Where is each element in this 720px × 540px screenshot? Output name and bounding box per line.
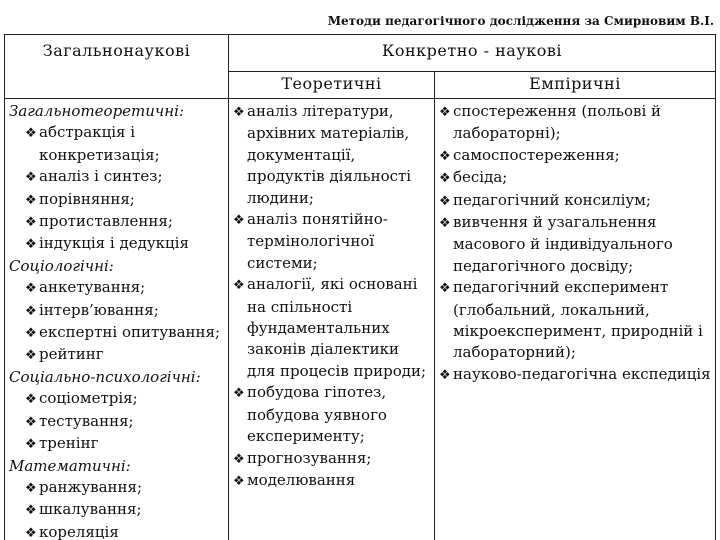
list-item (25, 477, 224, 499)
diamond-bullet-icon: ❖ (25, 348, 37, 364)
list-item-text: науково-педагогічна експедиція (453, 364, 711, 383)
list-item-text: анкетування; (39, 278, 146, 297)
list-item-text: тестування; (39, 411, 134, 430)
diamond-bullet-icon: ❖ (25, 326, 37, 342)
general-groups (9, 101, 224, 540)
method-group (9, 456, 224, 540)
diamond-bullet-icon: ❖ (439, 281, 451, 297)
diamond-bullet-icon: ❖ (233, 105, 245, 120)
list-item (233, 470, 430, 492)
list-item-text: ранжування; (39, 477, 143, 496)
empirical-list (439, 101, 711, 386)
theoretical-list (233, 101, 430, 492)
diamond-bullet-icon: ❖ (233, 278, 245, 294)
list-item (233, 448, 430, 470)
list-item (25, 322, 224, 344)
list-item-text: індукція і дедукція (39, 234, 189, 253)
theoretical-methods-cell (229, 99, 435, 540)
diamond-bullet-icon: ❖ (439, 148, 451, 164)
diamond-bullet-icon: ❖ (25, 525, 37, 540)
diamond-bullet-icon: ❖ (25, 414, 37, 430)
diamond-bullet-icon: ❖ (25, 126, 37, 142)
list-item-text: абстракція і конкретизація; (39, 123, 160, 164)
header-empirical: Емпіричні (435, 72, 716, 99)
list-item (25, 433, 224, 455)
diamond-bullet-icon: ❖ (233, 213, 245, 229)
diamond-bullet-icon: ❖ (25, 303, 37, 319)
list-item-text: педагогічний консиліум; (453, 190, 651, 209)
diamond-bullet-icon: ❖ (25, 281, 37, 297)
list-item-text: побудова гіпотез, побудова уявного експерименту; (247, 383, 387, 446)
method-group (9, 367, 224, 456)
diamond-bullet-icon: ❖ (25, 503, 37, 519)
list-item-text: протиставлення; (39, 212, 173, 231)
list-item-text: аналіз і синтез; (39, 167, 163, 186)
slide-caption: Методи педагогічного дослідження за Смирновим В.І. (327, 14, 714, 28)
header-general: Загальнонаукові (5, 35, 229, 99)
list-item (439, 101, 711, 145)
diamond-bullet-icon: ❖ (25, 480, 37, 496)
diamond-bullet-icon: ❖ (439, 367, 451, 383)
method-group-list (9, 388, 224, 455)
diamond-bullet-icon: ❖ (439, 171, 451, 187)
list-item-text: прогнозування; (247, 448, 372, 467)
method-group-list (9, 122, 224, 255)
diamond-bullet-icon: ❖ (439, 105, 451, 120)
list-item (25, 522, 224, 540)
empirical-methods-cell (435, 99, 716, 540)
header-concrete: Конкретно - наукові (229, 35, 716, 72)
header-theoretical: Теоретичні (229, 72, 435, 99)
method-group-title: Математичні: (9, 456, 131, 475)
list-item (25, 277, 224, 299)
list-item (439, 167, 711, 189)
header-row (5, 35, 716, 72)
list-item-text: моделювання (247, 470, 356, 489)
list-item (439, 145, 711, 167)
list-item (233, 209, 430, 274)
diamond-bullet-icon: ❖ (25, 237, 37, 253)
list-item (25, 411, 224, 433)
list-item (439, 364, 711, 386)
diamond-bullet-icon: ❖ (233, 451, 245, 467)
list-item (25, 166, 224, 188)
list-item (439, 212, 711, 277)
list-item (439, 190, 711, 212)
list-item-text: спостереження (польові й лабораторні); (453, 102, 662, 143)
list-item-text: соціометрія; (39, 389, 138, 408)
method-group-list (9, 277, 224, 367)
method-group (9, 101, 224, 256)
list-item (25, 122, 224, 166)
list-item-text: аналіз літератури, архівних матеріалів, документації, продуктів діяльності людини; (247, 102, 412, 207)
list-item-text: кореляція (39, 522, 119, 540)
diamond-bullet-icon: ❖ (25, 192, 37, 208)
list-item (25, 388, 224, 410)
method-group (9, 256, 224, 367)
list-item (233, 101, 430, 209)
list-item (439, 277, 711, 364)
diamond-bullet-icon: ❖ (25, 170, 37, 186)
list-item-text: педагогічний експеримент (глобальний, локальний, мікроексперимент, природній і лабораторний); (453, 278, 703, 362)
list-item-text: порівняння; (39, 189, 135, 208)
method-group-title: Соціально-психологічні: (9, 367, 201, 386)
list-item-text: рейтинг (39, 345, 104, 364)
list-item (25, 189, 224, 211)
list-item (25, 211, 224, 233)
list-item (233, 274, 430, 382)
content-row (5, 99, 716, 540)
list-item-text: бесіда; (453, 168, 508, 187)
diamond-bullet-icon: ❖ (233, 473, 245, 489)
diamond-bullet-icon: ❖ (439, 193, 451, 209)
methods-table (4, 34, 716, 540)
list-item-text: вивчення й узагальнення масового й індивідуального педагогічного досвіду; (453, 213, 673, 275)
list-item-text: аналіз понятійно-термінологічної системи; (247, 210, 388, 272)
list-item-text: шкалування; (39, 500, 142, 519)
method-group-title: Загальнотеоретичні: (9, 102, 184, 120)
list-item (25, 233, 224, 255)
diamond-bullet-icon: ❖ (25, 437, 37, 453)
method-group-list (9, 477, 224, 540)
list-item-text: тренінг (39, 434, 99, 453)
diamond-bullet-icon: ❖ (233, 386, 245, 402)
diamond-bullet-icon: ❖ (439, 216, 451, 232)
list-item-text: експертні опитування; (39, 323, 221, 342)
list-item (25, 300, 224, 322)
diamond-bullet-icon: ❖ (25, 392, 37, 408)
general-methods-cell (5, 99, 229, 540)
diamond-bullet-icon: ❖ (25, 215, 37, 231)
list-item (233, 382, 430, 447)
list-item-text: самоспостереження; (453, 145, 620, 164)
list-item (25, 344, 224, 366)
method-group-title: Соціологічні: (9, 256, 114, 275)
list-item-text: інтерв’ювання; (39, 300, 159, 319)
list-item (25, 499, 224, 521)
list-item-text: аналогії, які основані на спільності фундаментальних законів діалектики для процесів природи; (247, 275, 427, 380)
